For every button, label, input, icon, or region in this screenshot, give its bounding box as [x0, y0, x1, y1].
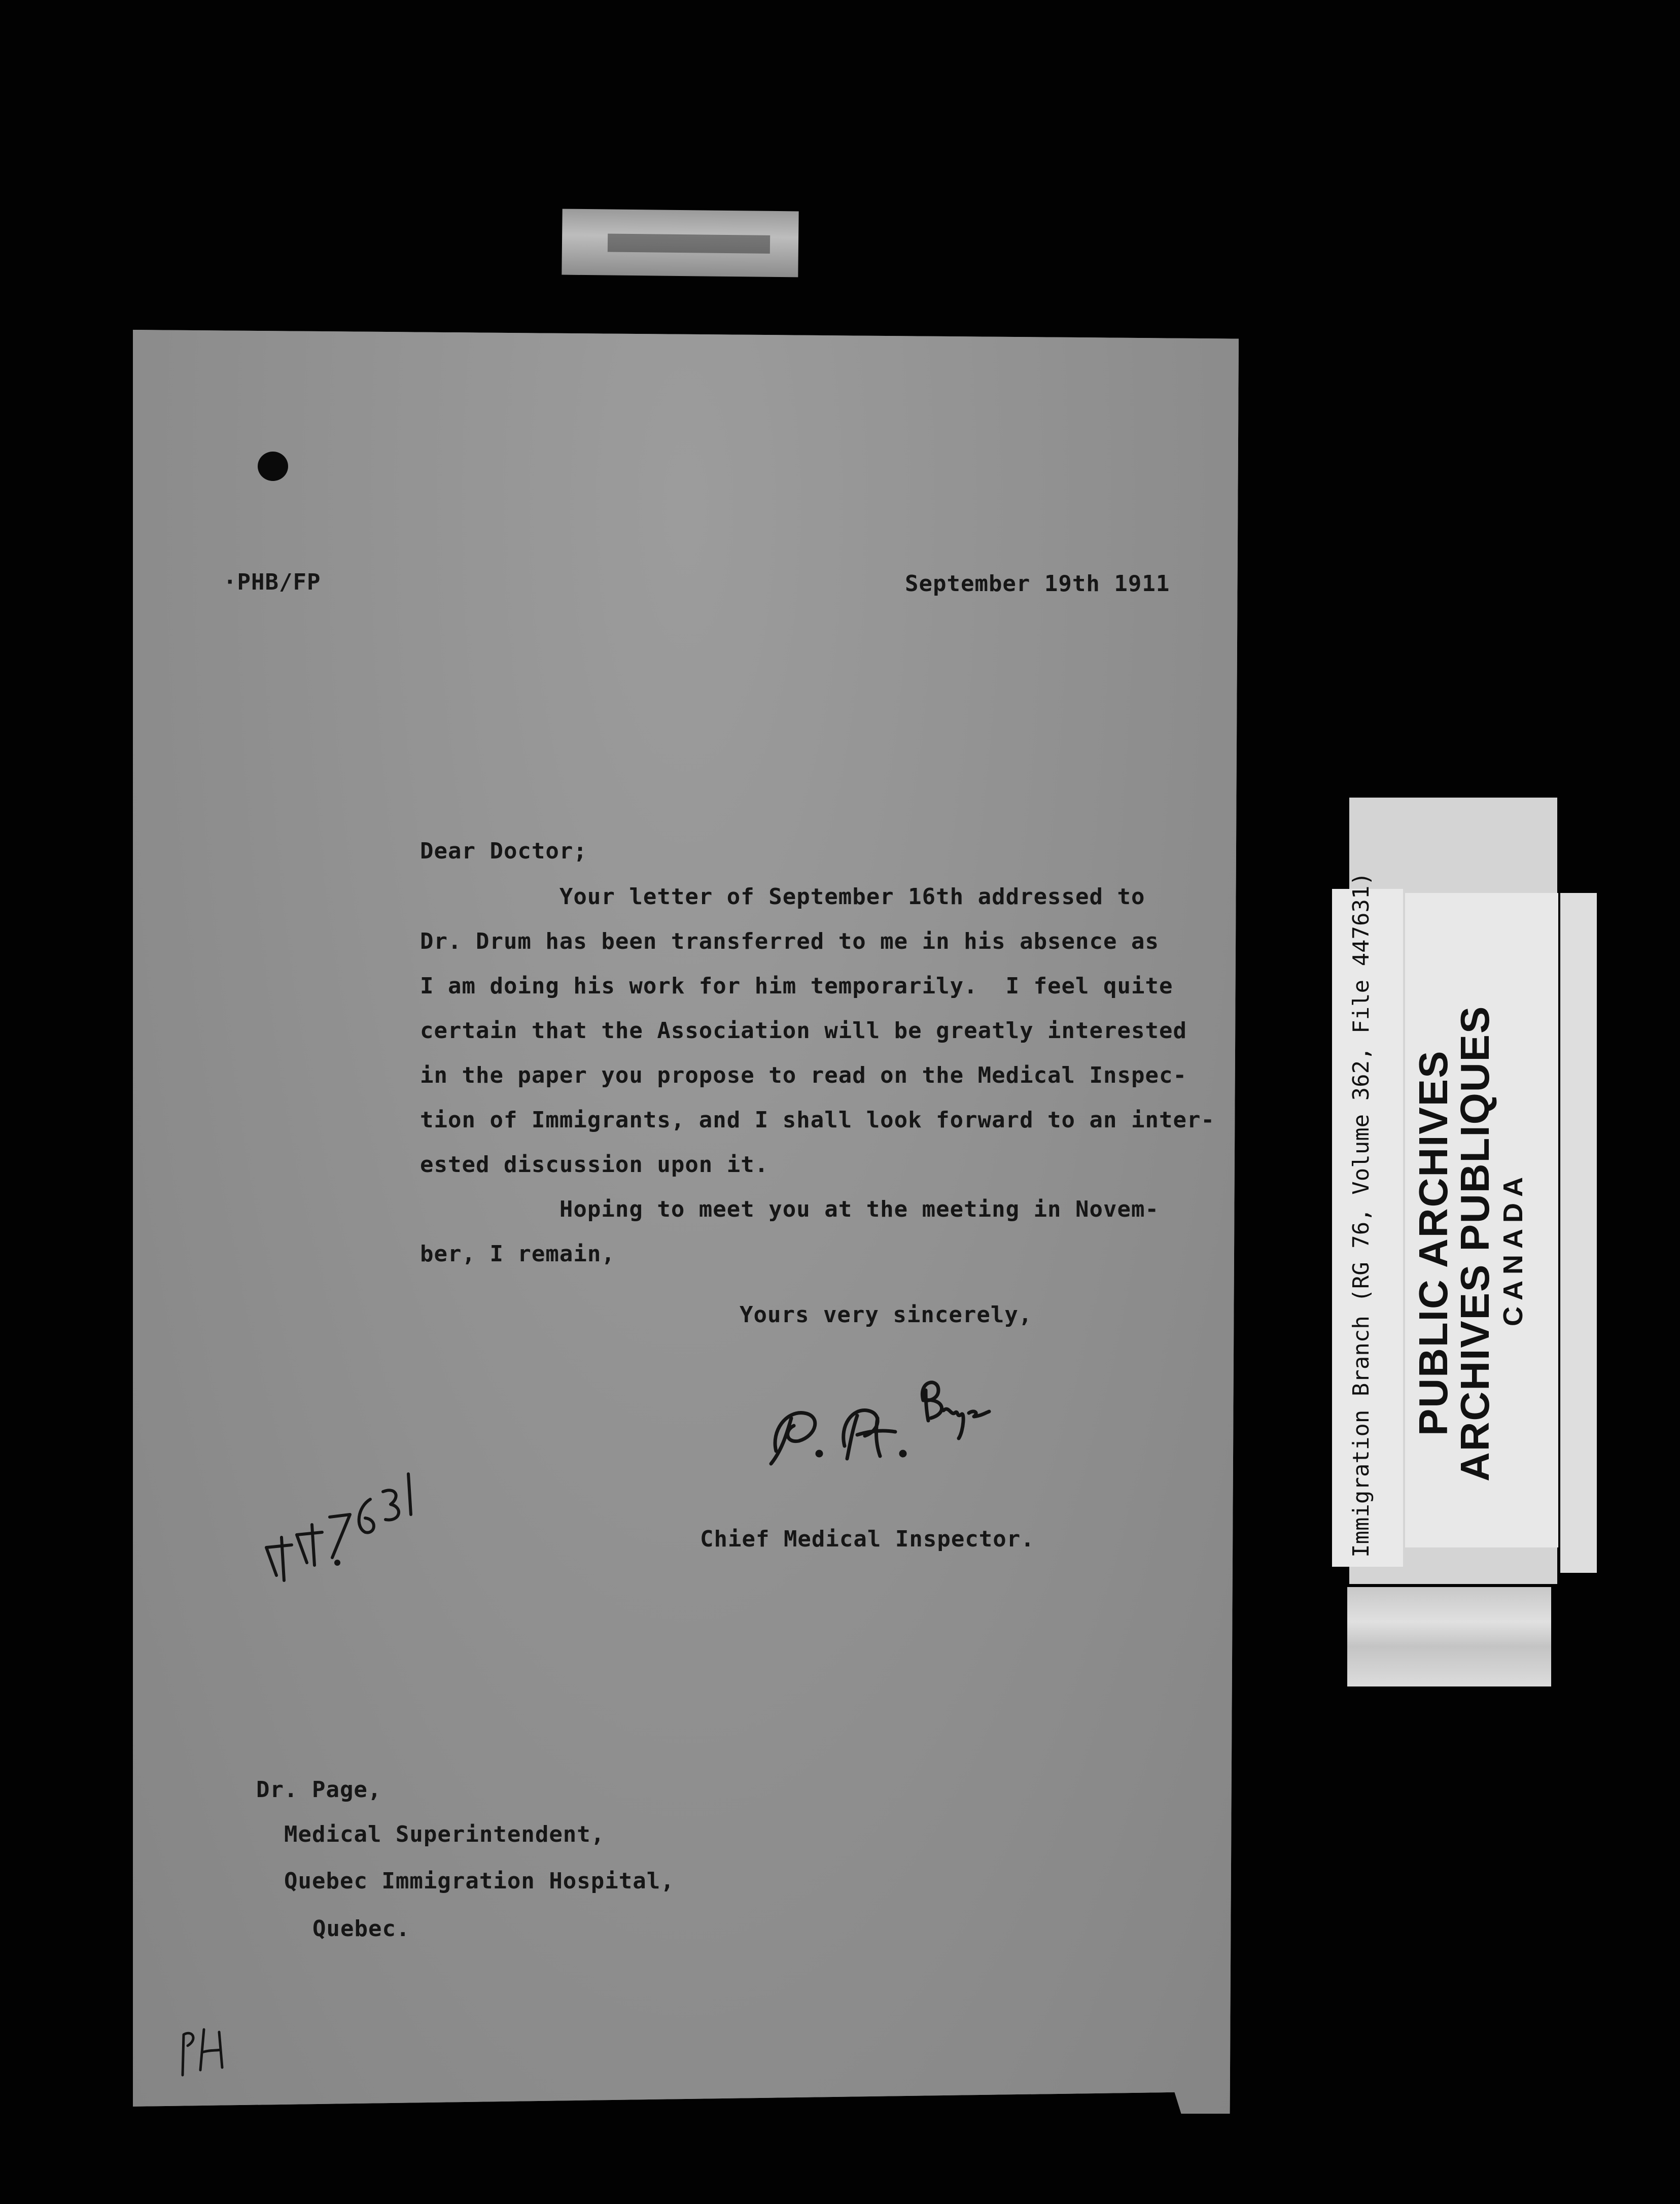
archive-label-edge	[1560, 893, 1597, 1573]
body-line: in the paper you propose to read on the Medical Inspec-	[420, 1062, 1187, 1088]
archive-label-french: ARCHIVES PUBLIQUES	[1452, 1005, 1497, 1482]
reference-initials: ·PHB/FP	[223, 569, 321, 595]
archive-label-english: PUBLIC ARCHIVES	[1411, 1050, 1456, 1436]
body-line: certain that the Association will be greatly interested	[420, 1018, 1187, 1044]
handwritten-signature	[756, 1370, 994, 1471]
salutation: Dear Doctor;	[420, 838, 587, 864]
paper-scrap	[562, 209, 798, 278]
body-line: tion of Immigrants, and I shall look forward to an inter-	[420, 1107, 1215, 1133]
handwritten-initials	[172, 2014, 233, 2080]
closing: Yours very sincerely,	[740, 1302, 1033, 1328]
punch-hole	[258, 452, 288, 481]
address-line: Dr. Page,	[256, 1777, 382, 1803]
body-line: ber, I remain,	[420, 1241, 615, 1267]
archive-file-reference: Immigration Branch (RG 76, Volume 362, File 447631)	[1348, 872, 1374, 1558]
letter-date: September 19th 1911	[905, 571, 1170, 597]
address-line: Quebec.	[312, 1916, 410, 1942]
address-line: Quebec Immigration Hospital,	[284, 1868, 675, 1894]
body-line: Hoping to meet you at the meeting in Novem-	[420, 1196, 1159, 1222]
body-line: Dr. Drum has been transferred to me in his absence as	[420, 928, 1159, 954]
archive-label-tab	[1347, 1587, 1551, 1686]
body-line: Your letter of September 16th addressed to	[420, 884, 1145, 910]
body-line: I am doing his work for him temporarily. I feel quite	[420, 973, 1173, 999]
archive-label-country: CANADA	[1498, 1171, 1528, 1326]
handwritten-file-number	[256, 1461, 429, 1593]
body-line: ested discussion upon it.	[420, 1152, 769, 1178]
address-line: Medical Superintendent,	[284, 1821, 605, 1847]
signer-title: Chief Medical Inspector.	[700, 1526, 1035, 1552]
